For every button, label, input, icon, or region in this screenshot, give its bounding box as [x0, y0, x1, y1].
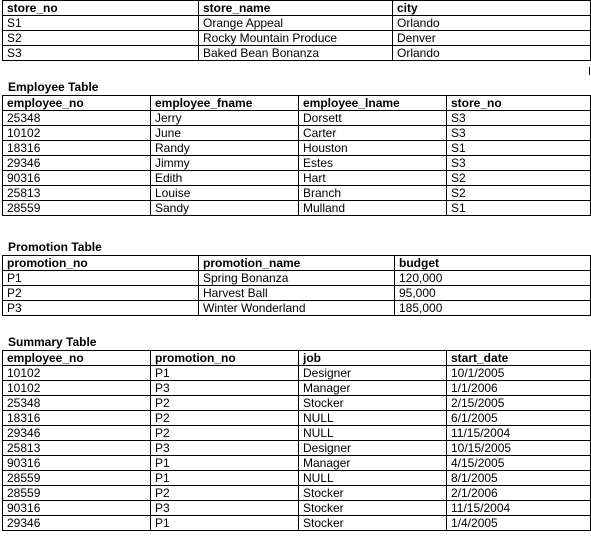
table-cell-text: Orlando: [397, 46, 440, 60]
table-cell: P2: [151, 396, 299, 411]
table-cell: P3: [151, 441, 299, 456]
table-cell: P2: [151, 486, 299, 501]
table-header-row: [3, 256, 591, 271]
table-row: [3, 396, 591, 411]
table-row: [3, 426, 591, 441]
table-cell: Dorsett: [299, 111, 447, 126]
table-cell: Spring Bonanza: [199, 271, 395, 286]
column-header-text: job: [303, 351, 321, 365]
table-cell: 28559: [3, 471, 151, 486]
table-cell: P2: [151, 426, 299, 441]
table-row: [3, 516, 591, 531]
table-cell: 95,000: [395, 286, 591, 301]
table-cell: Orange Appeal: [199, 16, 393, 31]
table-cell: S3: [447, 126, 591, 141]
summary-table: [2, 350, 591, 531]
table-cell: 6/1/2005: [447, 411, 591, 426]
table-cell: Stocker: [299, 516, 447, 531]
table-row: [3, 486, 591, 501]
table-cell: Stocker: [299, 486, 447, 501]
table-row: [3, 156, 591, 171]
table-cell: S3: [447, 156, 591, 171]
table-cell: P1: [151, 366, 299, 381]
table-cell: S1: [447, 141, 591, 156]
table-cell: P1: [151, 516, 299, 531]
table-cell: Jerry: [151, 111, 299, 126]
table-cell: 185,000: [395, 301, 591, 316]
table-cell: Jimmy: [151, 156, 299, 171]
table-cell: Stocker: [299, 501, 447, 516]
column-header-text: promotion_no: [155, 351, 236, 365]
table-cell: P1: [151, 456, 299, 471]
column-header: [447, 351, 591, 366]
table-header-row: [3, 351, 591, 366]
table-cell: 90316: [3, 456, 151, 471]
column-header: [151, 351, 299, 366]
text-cursor: [589, 67, 590, 75]
table-cell: S2: [447, 171, 591, 186]
table-row: [3, 366, 591, 381]
table-cell: Sandy: [151, 201, 299, 216]
column-header-text: city: [397, 1, 418, 15]
column-header: [395, 256, 591, 271]
table-cell: 2/1/2006: [447, 486, 591, 501]
column-header-text: store_no: [451, 96, 502, 110]
table-cell: 28559: [3, 201, 151, 216]
table-cell: P2: [151, 411, 299, 426]
table-cell: 11/15/2004: [447, 426, 591, 441]
table-cell: P3: [151, 381, 299, 396]
table-row: [3, 201, 591, 216]
table-cell: June: [151, 126, 299, 141]
table-cell: 10/1/2005: [447, 366, 591, 381]
table-cell: [393, 16, 591, 31]
table-cell: Baked Bean Bonanza: [199, 46, 393, 61]
table-cell: P3: [151, 501, 299, 516]
store-table: [2, 0, 591, 61]
column-header: [447, 96, 591, 111]
column-header: [199, 1, 393, 16]
column-header-text: promotion_name: [203, 256, 301, 270]
column-header: [3, 351, 151, 366]
table-cell: 29346: [3, 516, 151, 531]
table-cell: S3: [3, 46, 199, 61]
table-row: [3, 381, 591, 396]
promotion-table-title: Promotion Table: [8, 240, 102, 254]
table-cell: Houston: [299, 141, 447, 156]
table-cell: Manager: [299, 456, 447, 471]
summary-table-title: Summary Table: [8, 335, 97, 349]
table-cell: NULL: [299, 471, 447, 486]
table-cell: 18316: [3, 141, 151, 156]
table-row: [3, 456, 591, 471]
table-cell: [299, 201, 447, 216]
column-header: [299, 351, 447, 366]
table-cell: Designer: [299, 366, 447, 381]
table-cell-text: Mulland: [303, 201, 346, 215]
table-row: [3, 411, 591, 426]
column-header: [199, 256, 395, 271]
column-header-text: employee_lname: [303, 96, 400, 110]
table-cell: 90316: [3, 171, 151, 186]
table-header-row: [3, 96, 591, 111]
table-cell: 8/1/2005: [447, 471, 591, 486]
table-cell: NULL: [299, 411, 447, 426]
table-row: [3, 271, 591, 286]
column-header-text: employee_no: [7, 96, 84, 110]
table-cell: 11/15/2004: [447, 501, 591, 516]
table-cell: 1/1/2006: [447, 381, 591, 396]
table-cell: 18316: [3, 411, 151, 426]
column-header: [393, 1, 591, 16]
column-header-text: start_date: [451, 351, 509, 365]
table-cell: P1: [151, 471, 299, 486]
table-row: [3, 286, 591, 301]
table-cell: 25813: [3, 441, 151, 456]
table-cell: P3: [3, 301, 199, 316]
table-cell: 10102: [3, 381, 151, 396]
table-row: [3, 186, 591, 201]
table-row: [3, 31, 591, 46]
column-header-text: promotion_no: [7, 256, 88, 270]
table-cell: 10102: [3, 366, 151, 381]
table-cell: Manager: [299, 381, 447, 396]
column-header: [3, 256, 199, 271]
table-cell: S2: [447, 186, 591, 201]
table-cell: Carter: [299, 126, 447, 141]
table-cell: Rocky Mountain Produce: [199, 31, 393, 46]
table-cell-text: Orlando: [397, 16, 440, 30]
table-cell: Louise: [151, 186, 299, 201]
column-header-text: employee_fname: [155, 96, 253, 110]
table-cell: Harvest Ball: [199, 286, 395, 301]
column-header: [151, 96, 299, 111]
table-cell: 28559: [3, 486, 151, 501]
table-cell: NULL: [299, 426, 447, 441]
column-header-text: store_name: [203, 1, 271, 15]
promotion-table: [2, 255, 591, 316]
table-row: [3, 471, 591, 486]
column-header-text: store_no: [7, 1, 58, 15]
employee-table-title: Employee Table: [8, 80, 99, 94]
table-cell: 29346: [3, 156, 151, 171]
table-cell: S3: [447, 111, 591, 126]
table-cell: 4/15/2005: [447, 456, 591, 471]
table-cell: S1: [3, 16, 199, 31]
table-row: [3, 441, 591, 456]
column-header-text: budget: [399, 256, 439, 270]
table-cell: S2: [3, 31, 199, 46]
table-row: [3, 501, 591, 516]
table-cell: P1: [3, 271, 199, 286]
table-cell: [393, 46, 591, 61]
table-cell: 10/15/2005: [447, 441, 591, 456]
table-cell: Designer: [299, 441, 447, 456]
table-cell: 120,000: [395, 271, 591, 286]
table-cell: Randy: [151, 141, 299, 156]
table-cell: Denver: [393, 31, 591, 46]
column-header: [3, 96, 151, 111]
table-cell: 10102: [3, 126, 151, 141]
column-header: [299, 96, 447, 111]
table-cell: 25813: [3, 186, 151, 201]
table-row: [3, 301, 591, 316]
table-row: [3, 171, 591, 186]
column-header-text: employee_no: [7, 351, 84, 365]
table-cell: 90316: [3, 501, 151, 516]
table-cell: Branch: [299, 186, 447, 201]
table-cell: S1: [447, 201, 591, 216]
table-row: [3, 16, 591, 31]
table-cell: 29346: [3, 426, 151, 441]
table-cell: 25348: [3, 396, 151, 411]
table-row: [3, 111, 591, 126]
table-cell: 2/15/2005: [447, 396, 591, 411]
table-row: [3, 46, 591, 61]
table-cell: Hart: [299, 171, 447, 186]
table-cell: 25348: [3, 111, 151, 126]
employee-table: [2, 95, 591, 216]
table-cell: Stocker: [299, 396, 447, 411]
table-cell: Edith: [151, 171, 299, 186]
table-cell: Winter Wonderland: [199, 301, 395, 316]
table-row: [3, 141, 591, 156]
table-cell: 1/4/2005: [447, 516, 591, 531]
table-cell: Estes: [299, 156, 447, 171]
table-row: [3, 126, 591, 141]
column-header: [3, 1, 199, 16]
table-cell: P2: [3, 286, 199, 301]
table-header-row: [3, 1, 591, 16]
